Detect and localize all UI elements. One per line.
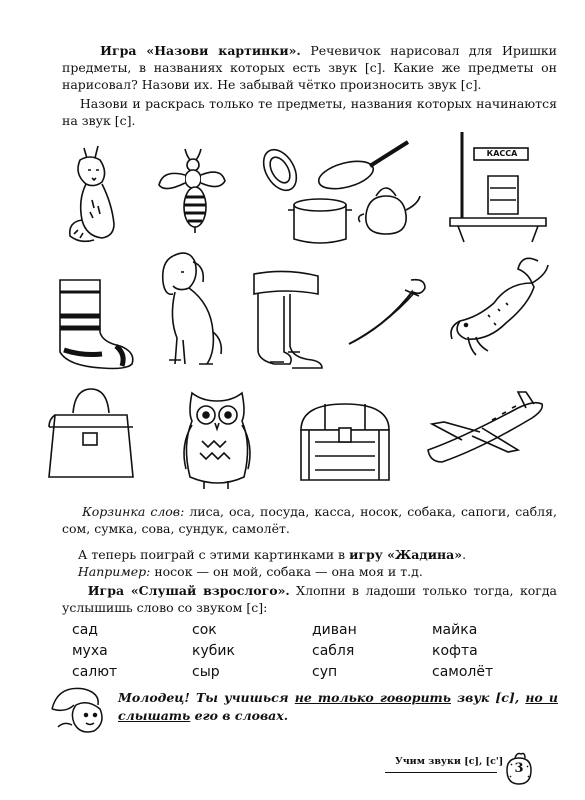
game1-text: Речевичок нарисовал для Иришки предметы, в названиях которых есть звук [с]. Какие же предметы он нарисовал? Назови их. Не забывай чётко произносить звук [с]. <box>62 43 557 92</box>
greedy-text-before: А теперь поиграй с этими картинками в <box>77 547 350 562</box>
praise-part5: его в словах. <box>190 708 289 723</box>
fox-icon <box>64 140 126 246</box>
greedy-text-after: . <box>462 547 467 562</box>
praise-part2: не только говорить <box>294 690 452 705</box>
footer-title: Учим звуки [с], [с'] <box>395 756 504 767</box>
word-cell: сад <box>72 622 98 638</box>
word-cell: суп <box>312 664 338 680</box>
wasp-icon <box>155 145 230 235</box>
word-cell: сабля <box>312 643 355 659</box>
task-paragraph <box>62 95 557 129</box>
owl-icon <box>172 385 262 493</box>
greedy-game-name: игру «Жадина» <box>349 547 463 562</box>
footer-divider <box>385 772 497 773</box>
sock-icon <box>52 276 138 372</box>
word-cell: диван <box>312 622 357 638</box>
word-cell: майка <box>432 622 478 638</box>
cash-register-sign: КАССА <box>486 149 518 158</box>
bag-icon <box>45 383 135 485</box>
word-table <box>72 621 522 682</box>
boots-icon <box>250 270 325 372</box>
cash-register-icon <box>448 128 548 246</box>
word-cell: самолёт <box>432 664 494 680</box>
basket-label: Корзинка слов: <box>82 504 185 519</box>
praise-part1: Молодец! Ты учишься <box>118 690 295 705</box>
game2-paragraph <box>62 582 557 616</box>
game2-text: Хлопни в ладоши только тогда, когда услышишь слово со звуком [с]: <box>62 583 557 615</box>
page-number-badge <box>501 752 537 786</box>
game1-title: Игра «Назови картинки». <box>100 43 301 58</box>
game2-title: Игра «Слушай взрослого». <box>87 583 290 598</box>
word-cell: муха <box>72 643 108 659</box>
example-text: носок — он мой, собака — она моя и т.д. <box>150 564 423 579</box>
praise-text <box>118 689 558 725</box>
saber-icon <box>345 272 431 347</box>
word-cell: кубик <box>192 643 235 659</box>
praise-part4: но и слышать <box>118 690 558 723</box>
praise-part3: звук [с], <box>451 690 526 705</box>
game1-paragraph <box>62 42 557 93</box>
chest-icon <box>295 400 395 486</box>
dishes-icon <box>258 130 428 250</box>
task-text: Назови и раскрась только те предметы, названия которых начинаются на звук [с]. <box>62 96 557 128</box>
basket-paragraph <box>62 503 557 537</box>
example-label: Например: <box>77 564 151 579</box>
word-cell: сыр <box>192 664 220 680</box>
word-cell: салют <box>72 664 118 680</box>
character-icon <box>48 683 114 735</box>
word-cell: сок <box>192 622 217 638</box>
basket-words: лиса, оса, посуда, касса, носок, собака, сапоги, сабля, сом, сумка, сова, сундук, самолёт. <box>62 504 557 536</box>
catfish-icon <box>448 253 553 363</box>
page-number: 3 <box>514 761 524 776</box>
airplane-icon <box>422 388 550 470</box>
dog-icon <box>155 248 227 370</box>
greedy-paragraph <box>62 546 557 580</box>
word-cell: кофта <box>432 643 478 659</box>
